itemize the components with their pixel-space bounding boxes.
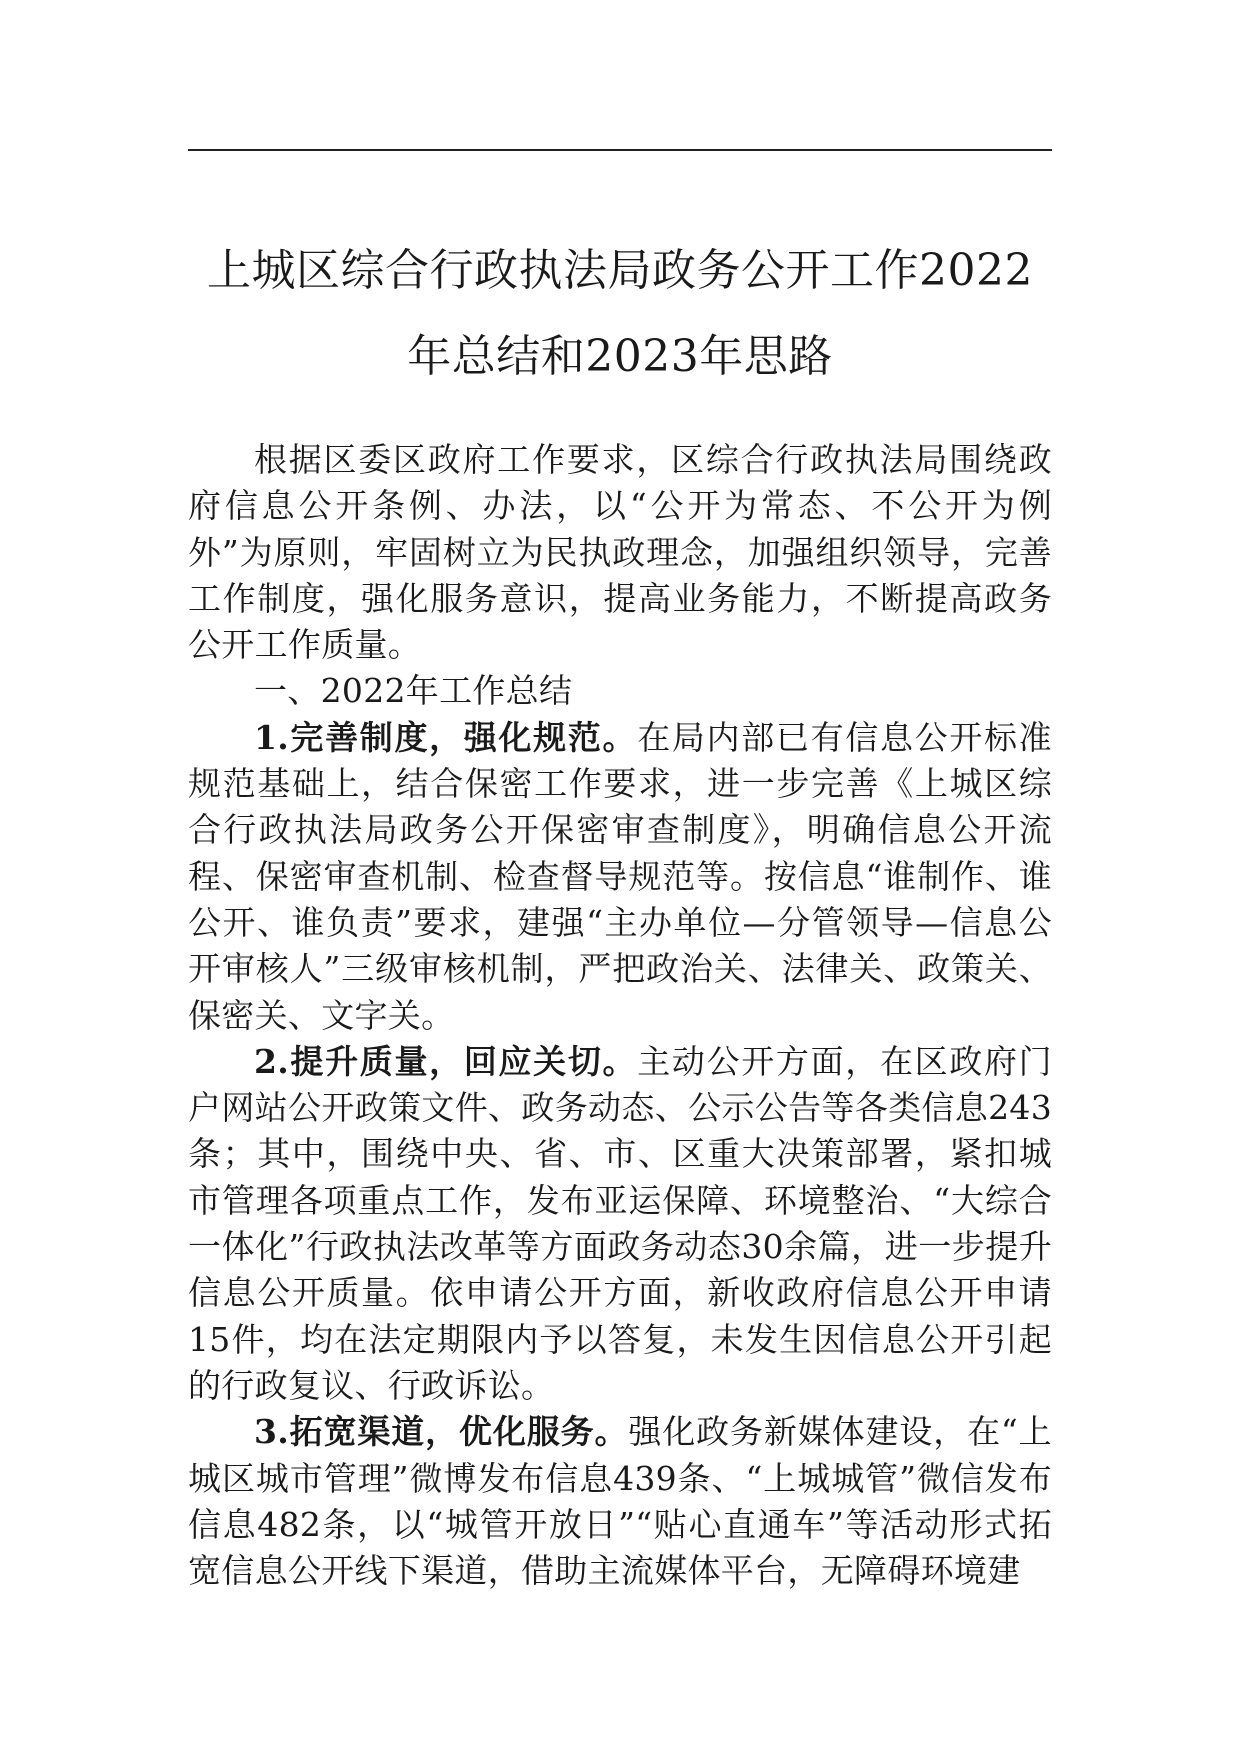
title-line-2: 年总结和2023年思路 [407, 331, 833, 382]
document-body [188, 437, 1052, 1594]
title-line-1: 上城区综合行政执法局政务公开工作2022 [207, 245, 1033, 296]
item-text-1: 在局内部已有信息公开标准规范基础上，结合保密工作要求，进一步完善《上城区综合行政执法局政务公开保密审查制度》，明确信息公开流程、保密审查机制、检查督导规范等。按信息“谁制作、谁公开、谁负责”要求，建强“主办单位—分管领导—信息公开审核人”三级审核机制，严把政治关、法律关、政策关、保密关、文字关。 [188, 717, 1052, 1035]
item-lead-2: 2.提升质量，回应关切。 [254, 1041, 638, 1081]
intro-paragraph: 根据区委区政府工作要求，区综合行政执法局围绕政府信息公开条例、办法，以“公开为常态、不公开为例外”为原则，牢固树立为民执政理念，加强组织领导，完善工作制度，强化服务意识，提高业务能力，不断提高政务公开工作质量。 [188, 440, 1052, 665]
header-rule [188, 149, 1052, 151]
item-paragraph-3 [188, 1409, 1052, 1594]
item-text-2: 主动公开方面，在区政府门户网站公开政策文件、政务动态、公示公告等各类信息243条；其中，围绕中央、省、市、区重大决策部署，紧扣城市管理各项重点工作，发布亚运保障、环境整治、“大综合一体化”行政执法改革等方面政务动态30余篇，进一步提升信息公开质量。依申请公开方面，新收政府信息公开申请15件，均在法定期限内予以答复，未发生因信息公开引起的行政复议、行政诉讼。 [188, 1041, 1052, 1405]
item-text-3: 强化政务新媒体建设，在“上城区城市管理”微博发布信息439条、“上城城管”微信发布信息482条，以“城管开放日”“贴心直通车”等活动形式拓宽信息公开线下渠道，借助主流媒体平台，无障碍环境建 [188, 1412, 1052, 1591]
item-paragraph-2 [188, 1039, 1052, 1409]
section-heading: 一、2022年工作总结 [254, 671, 573, 711]
document-title [188, 228, 1052, 400]
item-lead-1: 1.完善制度，强化规范。 [254, 717, 638, 757]
item-paragraph-1 [188, 715, 1052, 1039]
item-lead-3: 3.拓宽渠道，优化服务。 [254, 1412, 629, 1452]
